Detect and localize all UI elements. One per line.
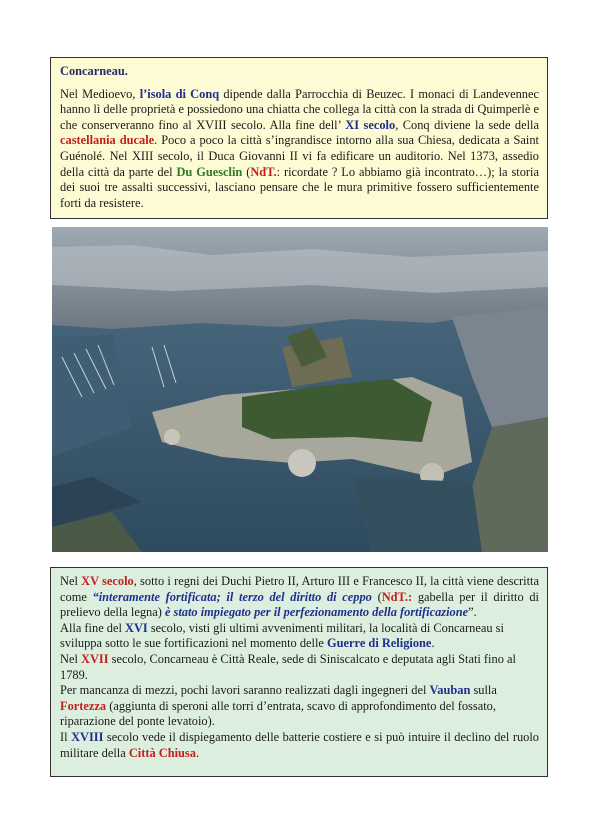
text-run: . Poco a poco la città s’ingrandisce intorno alla sua Chiesa, dedicata a Saint Guénolé. Nel XIII secolo, il Duca Giovanni II vi fa edificare un auditorio. Nel 1373, assedio della città da parte del bbox=[60, 133, 539, 179]
intro-title: Concarneau. bbox=[60, 64, 128, 78]
highlight-castellania: castellania ducale bbox=[60, 133, 155, 148]
text-run: . bbox=[195, 745, 200, 760]
text-run: Nel bbox=[60, 574, 82, 588]
highlight-guerre-religione: Guerre di Religione bbox=[327, 636, 432, 651]
text-run: ( bbox=[371, 589, 382, 604]
history-paragraph-xvi bbox=[60, 621, 539, 652]
text-run: Per mancanza di mezzi, pochi lavori saranno realizzati dagli ingegneri del bbox=[60, 683, 430, 698]
history-paragraph-vauban bbox=[60, 683, 539, 730]
highlight-citta-chiusa: Città Chiusa bbox=[128, 745, 196, 760]
intro-paragraph bbox=[60, 87, 539, 212]
history-paragraph-xvii bbox=[60, 652, 539, 683]
highlight-xvi: XVI bbox=[125, 620, 148, 635]
quote-fortificata: “interamente fortificata; il terzo del diritto di ceppo bbox=[92, 589, 372, 604]
highlight-ndt: NdT.: bbox=[381, 589, 413, 604]
aerial-photo-image bbox=[52, 227, 548, 552]
text-run: secolo, visti gli ultimi avvenimenti militari, la località di Concarneau si sviluppa sotto le sue fortificazioni nel momento delle bbox=[60, 620, 504, 651]
text-run: ( bbox=[242, 164, 251, 179]
text-run: secolo vede il dispiegamento delle batterie costiere e si può intuire il declino del ruolo militare della bbox=[60, 729, 539, 760]
text-run: , sotto i regni dei Duchi Pietro II, Arturo III e Francesco II, la città viene descritta come bbox=[60, 574, 539, 604]
highlight-du-guesclin: Du Guesclin bbox=[176, 164, 243, 179]
aerial-photo-concarneau bbox=[52, 227, 548, 552]
highlight-xviii: XVIII bbox=[71, 729, 104, 744]
text-run: gabella per il diritto di prelievo della legna) bbox=[60, 589, 539, 620]
text-run: Nel Medioevo, bbox=[60, 86, 140, 101]
quote-perfezionamento: è stato impiegato per il perfezionamento della fortificazione bbox=[164, 605, 469, 620]
text-run: , Conq diviene la sede della bbox=[395, 117, 539, 132]
text-run: . bbox=[431, 636, 435, 651]
highlight-xi-secolo: XI secolo bbox=[345, 117, 396, 132]
text-run: ”. bbox=[468, 605, 477, 620]
text-run: dipende dalla Parrocchia di Beuzec. I monaci di Landevennec hanno lì delle proprietà e possiedono una chiatta che collega la città con la strada di Quimperlè e che conserveranno fino al XVIII secolo. Alla fine dell’ bbox=[60, 86, 539, 132]
history-paragraph-xviii bbox=[60, 730, 539, 761]
highlight-xvii: XVII bbox=[81, 651, 109, 666]
highlight-xv-secolo: XV secolo bbox=[81, 574, 134, 588]
text-run: Alla fine del bbox=[60, 620, 126, 635]
history-box bbox=[50, 567, 548, 777]
highlight-fortezza: Fortezza bbox=[60, 698, 107, 713]
text-run: (aggiunta di speroni alle torri d’entrata, scavo di approfondimento del fossato, riparazione del ponte levatoio). bbox=[60, 698, 496, 729]
text-run: Il bbox=[60, 729, 72, 744]
intro-box bbox=[50, 57, 548, 219]
text-run: Nel bbox=[60, 651, 81, 666]
text-run: : ricordate ? Lo abbiamo già incontrato…); la storia dei suoi tre assalti successivi, lasciano pensare che le mura primitive fossero sufficientemente forti da resistere. bbox=[60, 164, 539, 210]
highlight-ndt: NdT. bbox=[250, 164, 277, 179]
history-paragraph-xv bbox=[60, 574, 539, 621]
text-run: secolo, Concarneau è Città Reale, sede di Siniscalcato e deputata agli Stati fino al 1789. bbox=[60, 651, 516, 682]
text-run: sulla bbox=[470, 683, 497, 698]
highlight-vauban: Vauban bbox=[429, 683, 471, 698]
highlight-isola: l’isola di Conq bbox=[139, 86, 220, 101]
